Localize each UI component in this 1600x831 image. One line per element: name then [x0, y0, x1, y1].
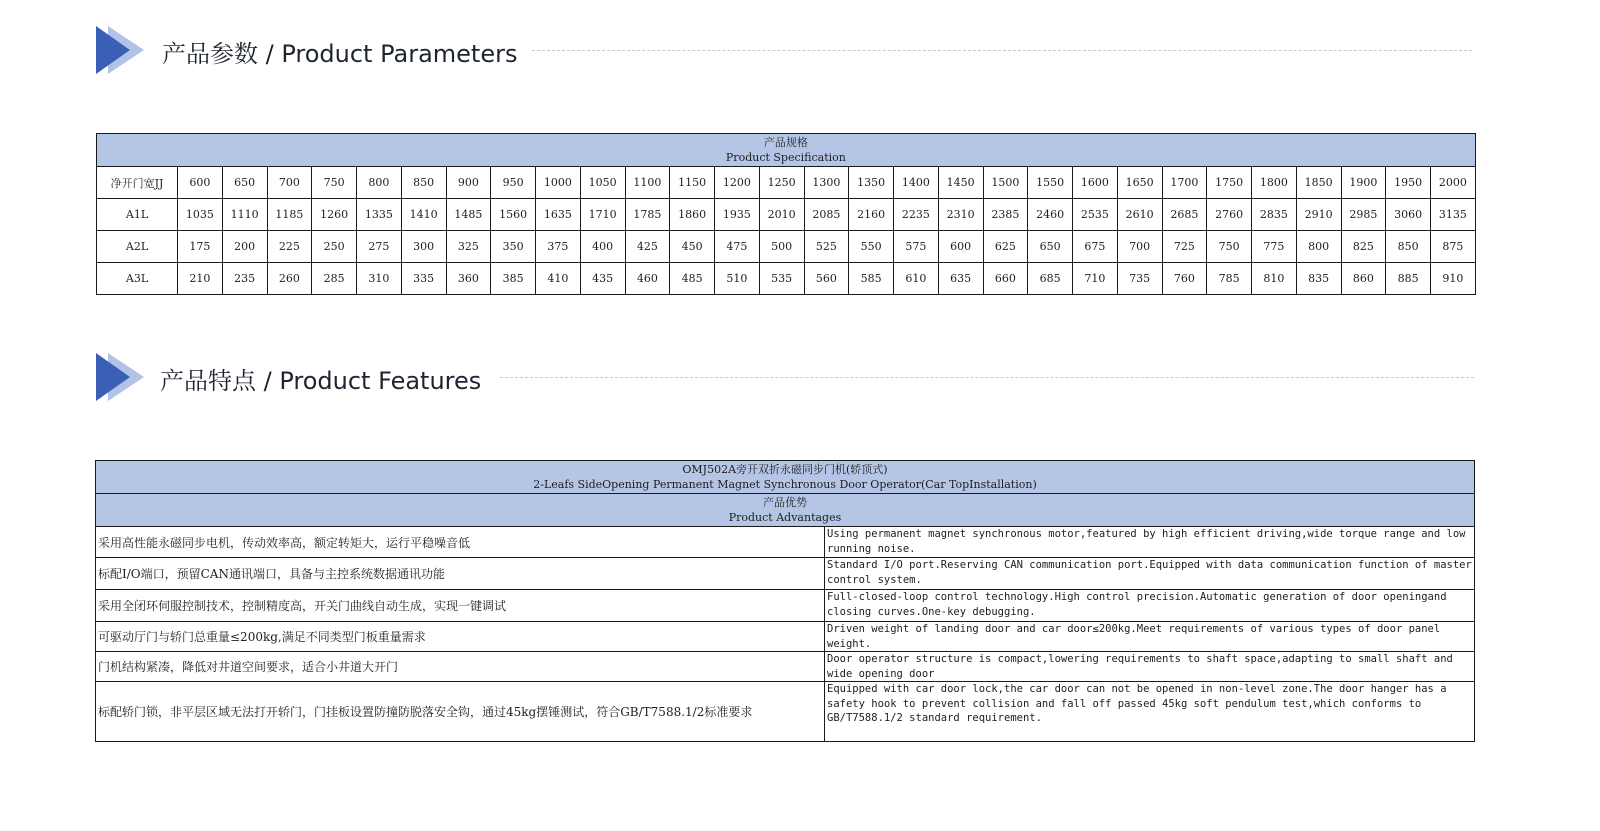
- spec-cell: 310: [357, 263, 402, 295]
- spec-cell: 850: [1386, 231, 1431, 263]
- spec-cell: 2085: [804, 199, 849, 231]
- spec-cell: 800: [1296, 231, 1341, 263]
- features-title: 产品特点 / Product Features: [160, 367, 482, 395]
- spec-cell: 1550: [1028, 167, 1073, 199]
- spec-cell: 225: [267, 231, 312, 263]
- spec-cell: 1950: [1386, 167, 1431, 199]
- feature-cn-cell: 可驱动厅门与轿门总重量≤200kg,满足不同类型门板重量需求: [96, 622, 825, 652]
- spec-cell: 2000: [1431, 167, 1476, 199]
- spec-cell: 1100: [625, 167, 670, 199]
- spec-cell: 875: [1431, 231, 1476, 263]
- feature-row: [96, 652, 1475, 682]
- spec-cell: 610: [894, 263, 939, 295]
- spec-cell: 1185: [267, 199, 312, 231]
- features-table: [95, 460, 1475, 742]
- spec-cell: 1700: [1162, 167, 1207, 199]
- product-name-en: 2-Leafs SideOpening Permanent Magnet Synchronous Door Operator(Car TopInstallation): [533, 478, 1037, 491]
- parameters-title: 产品参数 / Product Parameters: [162, 40, 518, 68]
- spec-cell: 410: [536, 263, 581, 295]
- spec-cell: 1635: [536, 199, 581, 231]
- spec-cell: 2610: [1117, 199, 1162, 231]
- spec-cell: 1300: [804, 167, 849, 199]
- feature-en-cell: Standard I/O port.Reserving CAN communication port.Equipped with data communication function of master control system.: [825, 558, 1475, 590]
- spec-cell: 1035: [178, 199, 223, 231]
- spec-cell: 685: [1028, 263, 1073, 295]
- advantages-header: [96, 494, 1475, 527]
- spec-cell: 850: [401, 167, 446, 199]
- spec-cell: 425: [625, 231, 670, 263]
- feature-row: [96, 527, 1475, 558]
- feature-cn-cell: 采用全闭环伺服控制技术，控制精度高，开关门曲线自动生成，实现一键调试: [96, 590, 825, 622]
- spec-cell: 760: [1162, 263, 1207, 295]
- spec-cell: 485: [670, 263, 715, 295]
- feature-en-cell: Door operator structure is compact,lowering requirements to shaft space,adapting to small shaft and wide opening door: [825, 652, 1475, 682]
- spec-cell: 1410: [401, 199, 446, 231]
- spec-row-label: A1L: [97, 199, 178, 231]
- spec-cell: 1000: [536, 167, 581, 199]
- spec-cell: 735: [1117, 263, 1162, 295]
- spec-row: [97, 263, 1476, 295]
- spec-cell: 2910: [1296, 199, 1341, 231]
- spec-cell: 800: [357, 167, 402, 199]
- spec-cell: 660: [983, 263, 1028, 295]
- spec-cell: 360: [446, 263, 491, 295]
- spec-row-label: 净开门宽JJ: [97, 167, 178, 199]
- feature-cn-cell: 采用高性能永磁同步电机，传动效率高，额定转矩大，运行平稳噪音低: [96, 527, 825, 558]
- feature-row: [96, 682, 1475, 742]
- feature-row: [96, 622, 1475, 652]
- spec-cell: 600: [938, 231, 983, 263]
- spec-row-label: A3L: [97, 263, 178, 295]
- spec-cell: 1335: [357, 199, 402, 231]
- feature-row: [96, 558, 1475, 590]
- spec-cell: 860: [1341, 263, 1386, 295]
- spec-cell: 1110: [222, 199, 267, 231]
- parameters-section-header: [94, 24, 1474, 84]
- spec-row: [97, 167, 1476, 199]
- spec-cell: 650: [222, 167, 267, 199]
- spec-cell: 635: [938, 263, 983, 295]
- spec-cell: 2235: [894, 199, 939, 231]
- spec-cell: 3060: [1386, 199, 1431, 231]
- spec-cell: 250: [312, 231, 357, 263]
- spec-cell: 625: [983, 231, 1028, 263]
- spec-cell: 550: [849, 231, 894, 263]
- spec-cell: 2535: [1073, 199, 1118, 231]
- spec-header: [97, 134, 1476, 167]
- spec-cell: 275: [357, 231, 402, 263]
- spec-cell: 1600: [1073, 167, 1118, 199]
- spec-cell: 385: [491, 263, 536, 295]
- spec-cell: 1785: [625, 199, 670, 231]
- spec-cell: 285: [312, 263, 357, 295]
- features-section-header: [94, 351, 1476, 411]
- spec-cell: 1850: [1296, 167, 1341, 199]
- spec-row-label: A2L: [97, 231, 178, 263]
- spec-title-cn: 产品规格: [763, 136, 808, 149]
- spec-cell: 2310: [938, 199, 983, 231]
- advantages-header-row: [96, 494, 1475, 527]
- spec-row: [97, 231, 1476, 263]
- spec-cell: 1650: [1117, 167, 1162, 199]
- spec-cell: 1935: [715, 199, 760, 231]
- spec-cell: 1485: [446, 199, 491, 231]
- spec-header-row: [97, 134, 1476, 167]
- section-divider: [500, 377, 1474, 378]
- spec-cell: 1560: [491, 199, 536, 231]
- spec-cell: 1710: [580, 199, 625, 231]
- spec-cell: 1350: [849, 167, 894, 199]
- spec-cell: 2835: [1252, 199, 1297, 231]
- advantages-title-en: Product Advantages: [728, 511, 842, 524]
- feature-en-cell: Driven weight of landing door and car door≤200kg.Meet requirements of various types of door panel weight.: [825, 622, 1475, 652]
- product-name-cn: OMJ502A旁开双折永磁同步门机(轿顶式): [682, 463, 888, 476]
- spec-cell: 325: [446, 231, 491, 263]
- feature-en-cell: Equipped with car door lock,the car door can not be opened in non-level zone.The door hanger has a safety hook to prevent collision and fall off passed 45kg soft pendulum test,which conforms to GB/T7588.1/2 standard requirement.: [825, 682, 1475, 742]
- spec-cell: 835: [1296, 263, 1341, 295]
- spec-cell: 175: [178, 231, 223, 263]
- spec-cell: 950: [491, 167, 536, 199]
- spec-cell: 910: [1431, 263, 1476, 295]
- spec-cell: 350: [491, 231, 536, 263]
- spec-cell: 300: [401, 231, 446, 263]
- spec-cell: 435: [580, 263, 625, 295]
- spec-cell: 450: [670, 231, 715, 263]
- spec-cell: 1050: [580, 167, 625, 199]
- spec-cell: 235: [222, 263, 267, 295]
- spec-cell: 885: [1386, 263, 1431, 295]
- spec-cell: 785: [1207, 263, 1252, 295]
- spec-cell: 375: [536, 231, 581, 263]
- spec-cell: 1150: [670, 167, 715, 199]
- spec-cell: 750: [312, 167, 357, 199]
- spec-cell: 2985: [1341, 199, 1386, 231]
- spec-cell: 400: [580, 231, 625, 263]
- spec-cell: 710: [1073, 263, 1118, 295]
- spec-cell: 675: [1073, 231, 1118, 263]
- spec-cell: 650: [1028, 231, 1073, 263]
- feature-en-cell: Using permanent magnet synchronous motor,featured by high efficient driving,wide torque range and low running noise.: [825, 527, 1475, 558]
- spec-cell: 1500: [983, 167, 1028, 199]
- spec-cell: 260: [267, 263, 312, 295]
- product-name-row: [96, 461, 1475, 494]
- spec-cell: 575: [894, 231, 939, 263]
- spec-cell: 1860: [670, 199, 715, 231]
- feature-cn-cell: 门机结构紧凑，降低对井道空间要求，适合小井道大开门: [96, 652, 825, 682]
- spec-cell: 1260: [312, 199, 357, 231]
- spec-title-en: Product Specification: [725, 151, 846, 164]
- product-name-header: [96, 461, 1475, 494]
- spec-cell: 2010: [759, 199, 804, 231]
- spec-cell: 700: [1117, 231, 1162, 263]
- section-divider: [532, 50, 1472, 51]
- spec-cell: 750: [1207, 231, 1252, 263]
- spec-cell: 200: [222, 231, 267, 263]
- spec-cell: 335: [401, 263, 446, 295]
- spec-cell: 510: [715, 263, 760, 295]
- spec-table: [96, 133, 1476, 295]
- spec-cell: 1250: [759, 167, 804, 199]
- advantages-title-cn: 产品优势: [763, 496, 807, 509]
- spec-cell: 500: [759, 231, 804, 263]
- spec-cell: 1800: [1252, 167, 1297, 199]
- spec-cell: 535: [759, 263, 804, 295]
- spec-cell: 460: [625, 263, 670, 295]
- spec-cell: 525: [804, 231, 849, 263]
- spec-cell: 900: [446, 167, 491, 199]
- feature-en-cell: Full-closed-loop control technology.High control precision.Automatic generation of door openingand closing curves.One-key debugging.: [825, 590, 1475, 622]
- spec-cell: 2760: [1207, 199, 1252, 231]
- spec-cell: 810: [1252, 263, 1297, 295]
- spec-cell: 2160: [849, 199, 894, 231]
- spec-cell: 210: [178, 263, 223, 295]
- spec-cell: 585: [849, 263, 894, 295]
- feature-row: [96, 590, 1475, 622]
- spec-cell: 700: [267, 167, 312, 199]
- spec-cell: 475: [715, 231, 760, 263]
- spec-cell: 1450: [938, 167, 983, 199]
- spec-cell: 1750: [1207, 167, 1252, 199]
- spec-cell: 3135: [1431, 199, 1476, 231]
- feature-cn-cell: 标配I/O端口，预留CAN通讯端口，具备与主控系统数据通讯功能: [96, 558, 825, 590]
- spec-cell: 2385: [983, 199, 1028, 231]
- double-chevron-icon: [94, 351, 154, 407]
- spec-cell: 1400: [894, 167, 939, 199]
- spec-cell: 825: [1341, 231, 1386, 263]
- double-chevron-icon: [94, 24, 154, 80]
- spec-cell: 1200: [715, 167, 760, 199]
- feature-cn-cell: 标配轿门锁，非平层区域无法打开轿门，门挂板设置防撞防脱落安全钩，通过45kg摆锤测试，符合GB/T7588.1/2标准要求: [96, 682, 825, 742]
- spec-cell: 2460: [1028, 199, 1073, 231]
- spec-cell: 560: [804, 263, 849, 295]
- spec-cell: 600: [178, 167, 223, 199]
- spec-cell: 775: [1252, 231, 1297, 263]
- spec-cell: 725: [1162, 231, 1207, 263]
- spec-cell: 1900: [1341, 167, 1386, 199]
- spec-cell: 2685: [1162, 199, 1207, 231]
- spec-row: [97, 199, 1476, 231]
